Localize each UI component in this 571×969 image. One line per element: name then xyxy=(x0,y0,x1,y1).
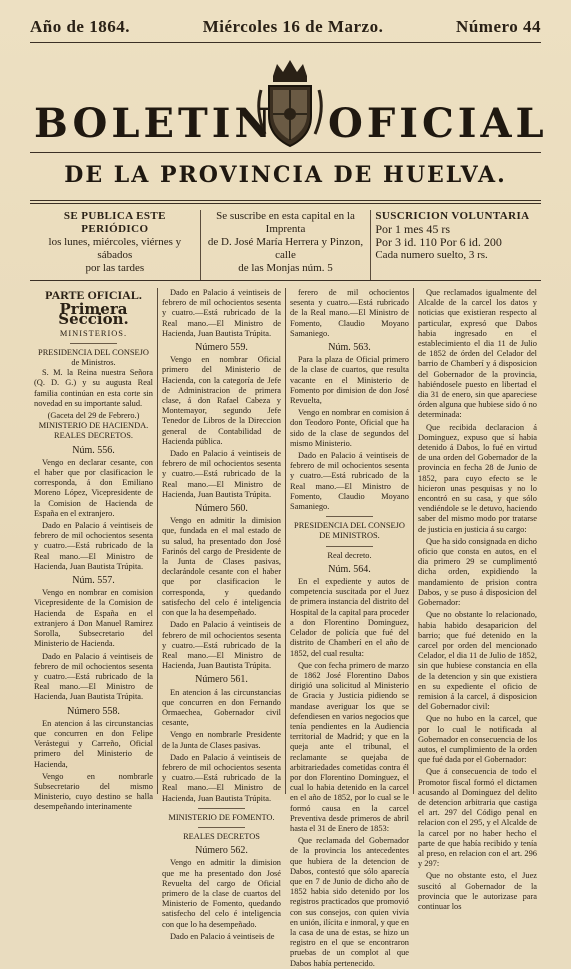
decree-number: Número 562. xyxy=(195,845,248,857)
paragraph: Que reclamada del Gobernador de la provincia los antecedentes que hubiera de la detencion de Dabos, contestó que sólo aparecía que en 7 de Junio de dicho año de 1852 habia sido detenido por los registros practicados que promovió con sus consejos, con quien vivia en unión, ilícita e inmoral, y que en la casa de una de estas, se hizo un registro en el que se encontraron pruebas de un complot al que Dabos había pertenecido. xyxy=(290,836,409,968)
paragraph: Dado en Palacio á veintiseis de febrero de mil ochocientos sesenta y cuatro.—Está rubricado de la Real mano.—El Ministro de Hacienda, Juan Bautista Trúpita. xyxy=(34,521,153,571)
subscription-place-line2: de D. José María Herrera y Pinzon, calle xyxy=(207,236,364,261)
heading-reales-decretos: REALES DECRETOS. xyxy=(54,431,133,441)
price-1-month: Por 1 mes 45 rs xyxy=(375,222,451,236)
publication-info xyxy=(30,210,541,280)
paragraph: Vengo en nombrar en comision á don Teodoro Ponte, Oficial que ha sido de la clase de segundos del mismo Ministerio. xyxy=(290,408,409,448)
divider xyxy=(70,343,118,344)
divider xyxy=(198,808,246,809)
heading-real-decreto: Real decreto. xyxy=(327,550,372,560)
paragraph: S. M. la Reina nuestra Señora (Q. D. G.) y su augusta Real familia continúan en esta corte sin novedad en su importante salud. xyxy=(34,368,153,408)
paragraph: Vengo en nombrarle Presidente de la Junta de Clases pasivas. xyxy=(162,730,281,750)
subscription-place-line3: de las Monjas núm. 5 xyxy=(238,262,333,274)
heading-presidencia: PRESIDENCIA DEL CONSEJO xyxy=(38,347,149,357)
heading-ministerios: MINISTERIOS. xyxy=(59,328,128,338)
decree-number: Núm. 563. xyxy=(328,342,371,354)
paragraph: Vengo en nombrar Oficial primero del Ministerio de Hacienda, con la categoría de Jefe de Administracion de primera clase, á don Rafael Cabeza y Montemayor, segundo Jefe Tenedor de Libros de la Direccion general de Contabilidad de Hacienda pública. xyxy=(162,355,281,446)
paragraph: En el expediente y autos de competencia suscitada por el Juez de primera instancia del distrito del Hospital de la capital para proceder a don Florentino Dominguez, Celador de policía que fué del distrito de Chamberí en el año de 1852, del cual resulta: xyxy=(290,577,409,658)
paragraph: Que recibida declaracion á Dominguez, expuso que sí habia detenido á Dabos, lo fué en virtud de una orden del Gobernador de la provincia en fecha 28 de Junio de 1852, para cuyo efecto se le hicieron unas pesquisas y no lo encontró en su casa, y que sólo vendiéndole se le detuvo, haciendo saber del mismo modo por tratarse de justicia en justicia á su cargo: xyxy=(418,422,537,534)
schedule-time: por las tardes xyxy=(85,262,145,274)
decree-number: Núm. 564. xyxy=(328,563,371,575)
header-rule xyxy=(30,42,541,43)
decree-number: Número 558. xyxy=(67,705,120,717)
header-date: Miércoles 16 de Marzo. xyxy=(202,17,384,36)
masthead-title-right: OFICIAL xyxy=(328,100,548,147)
subscription-prices xyxy=(370,210,541,280)
paragraph: Vengo en admitir la dimision que, fundada en el mal estado de su salud, ha presentado don José Farinós del cargo de Presidente de la Junta de Clases pasivas, declarándole cesante con el haber que por clasificacion le corresponda, y quedando satisfecho del celo é inteligencia con que la ha desempeñado. xyxy=(162,516,281,618)
paragraph: En atencion á las circunstancias que concurren en don Fernando Ormaechea, Gobernador civil cesante, xyxy=(162,687,281,728)
divider xyxy=(326,546,374,547)
column-1 xyxy=(30,288,157,812)
paragraph: En atencion á las circunstancias que concurren en don Felipe Verástegui y Carreño, Oficial primero del Ministerio de Hacienda, xyxy=(34,718,153,769)
heading-ministerio-fomento: MINISTERIO DE FOMENTO. xyxy=(168,812,275,822)
decree-number: Número 559. xyxy=(195,342,248,354)
heading-reales-decretos: REALES DECRETOS xyxy=(183,831,260,841)
paragraph: Que con fecha primero de marzo de 1862 José Florentino Dabos dirigió una solicitud al Ministerio de Gracia y Justicia pidiendo se mandase averiguar los que se defendiesen en varios negocios que tenía pendientes en la Audiencia territorial de Madrid; y que en la queja ante el tribunal, el reclamante se quejaba de arbitrariedades cometidas contra él por don Florentino Dominguez, el cual lo habia detenido en la carcel en el año de 1852, por lo cual se le formó causa en la carcel Preventiva desde primeros de abril hasta el 31 de Enero de 1853: xyxy=(290,660,409,833)
column-3 xyxy=(285,288,413,968)
section-parte-oficial: PARTE OFICIAL. xyxy=(45,288,142,302)
subscription-place-line1: Se suscribe en esta capital en la Imprenta xyxy=(216,210,355,235)
info-rule xyxy=(30,280,541,281)
paragraph: Dado en Palacio á veintiseis de febrero de mil ochocientos sesenta y cuatro.—Está rubricado de la Real mano.—El Ministro de Hacienda, Juan Bautista Trúpita. xyxy=(34,651,153,702)
paragraph: Dado en Palacio á veintiseis de febrero de mil ochocientos sesenta y cuatro.—Está rubricado de la Real mano.—El Ministro de Hacienda, Juan Bautista Trúpita. xyxy=(162,449,281,499)
paragraph: Dado en Palacio á veintiseis de febrero de mil ochocientos sesenta y cuatro.—Está rubricado de la Real mano.—El Ministro de Fomento, Claudio Moyano Samaniego. xyxy=(290,451,409,512)
paragraph: ferero de mil ochocientos sesenta y cuatro.—Está rubricado de la Real mano.—El Ministro de Fomento, Claudio Moyano Samaniego. xyxy=(290,288,409,338)
paragraph: Que ha sido consignada en dicho oficio que consta en autos, en el dia primero 29 se cumplimentó dicha orden, expidiendo la mandamiento de prision contra Dabos, y se puso á disposicion del Gobernador: xyxy=(418,536,537,608)
divider xyxy=(198,827,246,828)
header-number: Número 44 xyxy=(456,17,541,36)
paragraph: Que no obstante esto, el Juez suscitó al Gobernador de la provincia que le autorizase para continuar los xyxy=(418,871,537,911)
article-columns xyxy=(30,288,541,968)
decree-number: Número 560. xyxy=(195,503,248,515)
decree-number: Núm. 556. xyxy=(72,444,115,456)
masthead-subtitle: DE LA PROVINCIA DE HUELVA. xyxy=(64,162,507,188)
paragraph: Que no hubo en la carcel, que por lo cual le notificada al Gobernador en consecuencia de los autos, el cumplimiento de la orden que fué dada por el Gobernador: xyxy=(418,714,537,765)
paragraph: Dado en Palacio á veintiseis de xyxy=(170,931,275,941)
heading-de-ministros: de Ministros. xyxy=(71,358,116,368)
paragraph: Dado en Palacio á veintiseis de febrero de mil ochocientos sesenta y cuatro.—Está rubricado de la Real mano.—El Ministro de Hacienda, Juan Bautista Trúpita. xyxy=(162,752,281,803)
paragraph: Dado en Palacio á veintiseis de febrero de mil ochocientos sesenta y cuatro.—Está rubricado de la Real mano.—El Ministro de Hacienda, Juan Bautista Trúpita. xyxy=(162,288,281,338)
paragraph: Que no obstante lo relacionado, habia habido desaparicion del barrio; que fué detenido en la carcel por orden del mencionado Celador, el dia 11 de Julio de 1852, sin que hubiese constancia en ella de la detencion y sin que existiera en su expediente el oficio de remision á la carcel, á disposicion del Gobernador civil: xyxy=(418,610,537,712)
subscription-place xyxy=(200,210,371,280)
heading-de-ministros: DE MINISTROS. xyxy=(319,531,380,541)
divider xyxy=(326,516,374,517)
paragraph: Que reclamados igualmente del Alcalde de la carcel los datos y noticias que existieran respecto al particular, expresó que Dabos habia ingresado en el establecimiento el dia 11 de Julio de 1852 de órden del Celador del barrio de Chamberí y á disposicion del Gobernador de la provincia, habiéndosele puesto en libertad el dia 31 de enero, sin que apareciese órden alguna que hubiese sido ó no determinada: xyxy=(418,288,537,420)
masthead-title-left: BOLETIN xyxy=(34,100,276,147)
decree-number: Núm. 557. xyxy=(72,575,115,587)
paragraph: Que á consecuencia de todo el Promotor fiscal formó el dictamen acusando al Dominguez del delito de detencion arbitraria que castiga el art. 297 del Código penal en relacion con el 295, y el Alcalde de la carcel por no haber hecho el parte de que había recibido y tenía al preso, en relacion con el art. 296 y 297: xyxy=(418,767,537,869)
subtitle-rule xyxy=(30,200,541,201)
paragraph: Vengo en nombrarle Subsecretario del mismo Ministerio, cuyo destino se halla desempeñando interinamente xyxy=(34,771,153,812)
price-single-issue: Cada numero suelto, 3 rs. xyxy=(375,249,488,261)
paragraph: Vengo en nombrar en comision Vicepresidente de la Comision de Hacienda de España en el extranjero á Don Manuel Ramirez Sorolla, Subsecretario del Ministerio de Hacienda. xyxy=(34,588,153,649)
masthead-rule xyxy=(30,152,541,153)
section-primera-seccion: Primera Seccion. xyxy=(58,300,129,329)
paragraph: Para la plaza de Oficial primero de la clase de cuartos, que resulta vacante en el Ministerio de Fomento por dimision de don José Revuelta, xyxy=(290,355,409,406)
heading-presidencia: PRESIDENCIA DEL CONSEJO xyxy=(294,521,405,531)
header-year: Año de 1864. xyxy=(30,17,130,36)
source-gaceta: (Gaceta del 29 de Febrero.) xyxy=(47,411,140,421)
publication-schedule xyxy=(30,210,200,280)
paragraph: Vengo en admitir la dimision que me ha presentado don José Revuelta del cargo de Oficial primero de la clase de cuartos del Ministerio de Fomento, quedando satisfecho del celo é inteligencia con que lo ha desempeñado. xyxy=(162,858,281,929)
column-2 xyxy=(157,288,285,941)
subtitle-rule-2 xyxy=(30,203,541,204)
header-bar xyxy=(30,14,541,40)
column-4 xyxy=(413,288,541,911)
paragraph: Vengo en declarar cesante, con el haber que por clasificacion le corresponda, á don Emiliano Moreno López, Vicepresidente de la Comision de Hacienda de España en el extranjero. xyxy=(34,457,153,518)
decree-number: Número 561. xyxy=(195,674,248,686)
schedule-days: los lunes, miércoles, viérnes y sábados xyxy=(48,236,182,261)
heading-ministerio-hacienda: MINISTERIO DE HACIENDA. xyxy=(38,421,149,431)
schedule-heading: SE PUBLICA ESTE PERIÓDICO xyxy=(63,210,166,235)
prices-heading: SUSCRICION VOLUNTARIA xyxy=(375,210,530,222)
paragraph: Dado en Palacio á veintiseis de febrero de mil ochocientos sesenta y cuatro.—Está rubricado de la Real mano.—El Ministro de Hacienda, Juan Bautista Trúpita. xyxy=(162,620,281,671)
price-3-6-months: Por 3 id. 110 Por 6 id. 200 xyxy=(375,235,502,249)
